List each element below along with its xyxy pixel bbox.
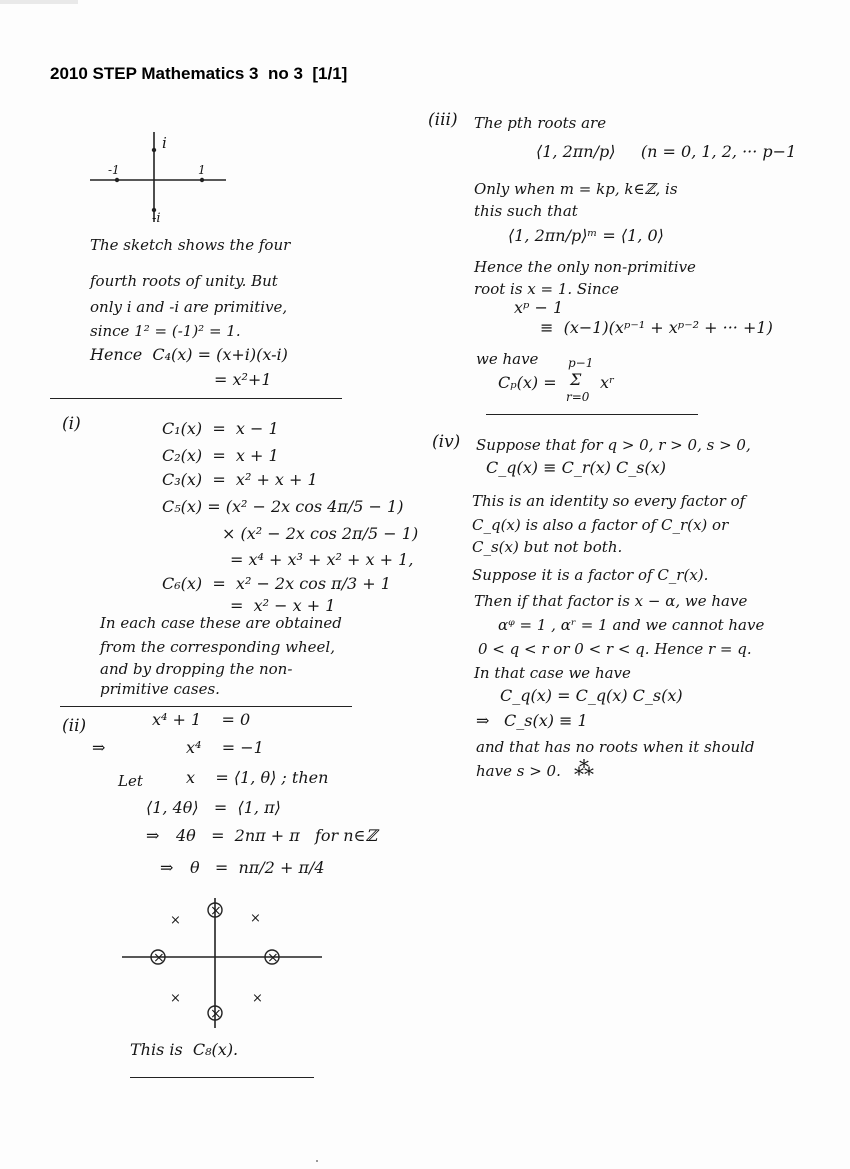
part-iv-line-6: Suppose it is a factor of C_r(x).: [472, 566, 709, 584]
part-iii-sum-term: xʳ: [600, 373, 615, 392]
svg-text:×: ×: [210, 903, 222, 919]
part-i-remark-4: primitive cases.: [100, 680, 220, 698]
part-iv-line-14: have s > 0.: [476, 762, 561, 780]
part-iii-line-7: root is x = 1. Since: [474, 280, 619, 298]
svg-text:×: ×: [210, 1006, 222, 1022]
part-iv-line-13: and that has no roots when it should: [476, 738, 755, 756]
primitive-root-sw: ×: [170, 991, 181, 1006]
part-iv-line-1: Suppose that for q > 0, r > 0, s > 0,: [476, 436, 751, 454]
part-iii-line-1: The pth roots are: [474, 114, 607, 132]
circled-root-right: [265, 950, 279, 966]
part-iv-line-10: In that case we have: [474, 664, 631, 682]
part-iii-line-2: ⟨1, 2πn/p⟩ (n = 0, 1, 2, ··· p−1: [536, 142, 797, 161]
part-ii-arrow-2: ⇒: [146, 826, 160, 845]
page-title: 2010 STEP Mathematics 3 no 3 [1/1]: [50, 64, 348, 83]
part-iii-line-3: Only when m = kp, k∈ℤ, is: [474, 180, 678, 198]
part-ii-caption: This is C₈(x).: [130, 1040, 239, 1059]
part-iii-sum-bottom: r=0: [566, 390, 590, 404]
sketch-label-i: i: [162, 134, 167, 152]
root-point-i: [152, 148, 156, 152]
part-iii-sum-top: p−1: [568, 356, 594, 370]
part-ii-line-5: 4θ = 2nπ + π for n∈ℤ: [176, 826, 378, 845]
part-iii-sum-symbol: Σ: [570, 370, 582, 389]
part-iii-line-6: Hence the only non-primitive: [474, 258, 696, 276]
c4-line-1: Hence C₄(x) = (x+i)(x-i): [90, 345, 288, 364]
part-iv-marker: (iv): [432, 432, 461, 452]
c6-line-2: = x² − x + 1: [230, 596, 336, 615]
svg-text:×: ×: [153, 950, 165, 966]
c4-line-2: = x²+1: [214, 370, 272, 389]
scan-edge-mark: [0, 0, 78, 4]
part-i-remark-1: In each case these are obtained: [100, 614, 342, 632]
part-iv-line-4: C_q(x) is also a factor of C_r(x) or: [472, 516, 729, 534]
part-ii-line-1: x⁴ + 1 = 0: [152, 710, 251, 729]
intro-line-1: The sketch shows the four: [90, 236, 291, 254]
c5-line-2: × (x² − 2x cos 2π/5 − 1): [222, 524, 419, 543]
part-iv-line-5: C_s(x) but not both.: [472, 538, 623, 556]
end-of-proof-mark: ⁂: [574, 756, 594, 780]
part-i-marker: (i): [62, 414, 81, 434]
sketch-label-one: 1: [198, 163, 206, 177]
circled-root-left: [151, 950, 165, 966]
c1-line: C₁(x) = x − 1: [162, 419, 279, 438]
primitive-root-nw: ×: [170, 913, 181, 928]
divider-left-3: [130, 1077, 314, 1078]
part-iv-line-9: 0 < q < r or 0 < r < q. Hence r = q.: [478, 640, 752, 658]
part-iii-line-4: this such that: [474, 202, 578, 220]
scan-speck: [316, 1160, 318, 1162]
part-iv-line-8: αᵠ = 1 , αʳ = 1 and we cannot have: [498, 616, 765, 634]
c6-line-1: C₆(x) = x² − 2x cos π/3 + 1: [162, 574, 391, 593]
intro-line-3: only i and -i are primitive,: [90, 298, 288, 316]
part-iii-line-5: ⟨1, 2πn/p⟩ᵐ = ⟨1, 0⟩: [508, 226, 664, 245]
part-iii-cp-lhs: Cₚ(x) =: [498, 373, 557, 392]
part-iv-line-11: C_q(x) = C_q(x) C_s(x): [500, 686, 683, 705]
root-point-one: [200, 178, 204, 182]
part-ii-line-4: ⟨1, 4θ⟩ = ⟨1, π⟩: [146, 798, 281, 817]
root-point-minus-one: [115, 178, 119, 182]
part-i-remark-2: from the corresponding wheel,: [100, 638, 335, 656]
part-iii-line-8: xᵖ − 1: [514, 298, 564, 317]
sketch-label-neg-one: -1: [108, 163, 120, 177]
part-iv-line-7: Then if that factor is x − α, we have: [474, 592, 748, 610]
c2-line: C₂(x) = x + 1: [162, 446, 279, 465]
svg-text:×: ×: [267, 950, 279, 966]
c3-line: C₃(x) = x² + x + 1: [162, 470, 318, 489]
fourth-roots-sketch: [88, 128, 238, 224]
part-iv-line-12: C_s(x) ≡ 1: [504, 711, 588, 730]
circled-root-top: [208, 903, 222, 919]
part-ii-arrow-3: ⇒: [160, 858, 174, 877]
part-ii-line-6: θ = nπ/2 + π/4: [190, 858, 325, 877]
primitive-root-se: ×: [252, 991, 263, 1006]
part-ii-let: Let: [118, 772, 143, 790]
intro-line-2: fourth roots of unity. But: [90, 272, 278, 290]
part-ii-arrow-1: ⇒: [92, 738, 106, 757]
c5-line-3: = x⁴ + x³ + x² + x + 1,: [230, 550, 414, 569]
primitive-root-ne: ×: [250, 911, 261, 926]
eighth-roots-sketch: [118, 896, 330, 1030]
part-i-remark-3: and by dropping the non-: [100, 660, 293, 678]
part-iv-line-3: This is an identity so every factor of: [472, 492, 746, 510]
circled-root-bottom: [208, 1006, 222, 1022]
part-iii-marker: (iii): [428, 110, 458, 130]
sketch-label-neg-i: -i: [152, 211, 161, 224]
c5-line-1: C₅(x) = (x² − 2x cos 4π/5 − 1): [162, 497, 404, 516]
divider-left-2: [60, 706, 352, 707]
part-ii-line-3: x = ⟨1, θ⟩ ; then: [186, 768, 329, 787]
divider-left-1: [50, 398, 342, 399]
part-iii-line-10: we have: [476, 350, 539, 368]
intro-line-4: since 1² = (-1)² = 1.: [90, 322, 241, 340]
part-iv-line-2: C_q(x) ≡ C_r(x) C_s(x): [486, 458, 667, 477]
divider-right-1: [486, 414, 698, 415]
part-ii-line-2: x⁴ = −1: [186, 738, 264, 757]
part-iv-arrow: ⇒: [476, 711, 490, 730]
part-iii-line-9: ≡ (x−1)(xᵖ⁻¹ + xᵖ⁻² + ··· +1): [540, 318, 773, 337]
part-ii-marker: (ii): [62, 716, 87, 736]
